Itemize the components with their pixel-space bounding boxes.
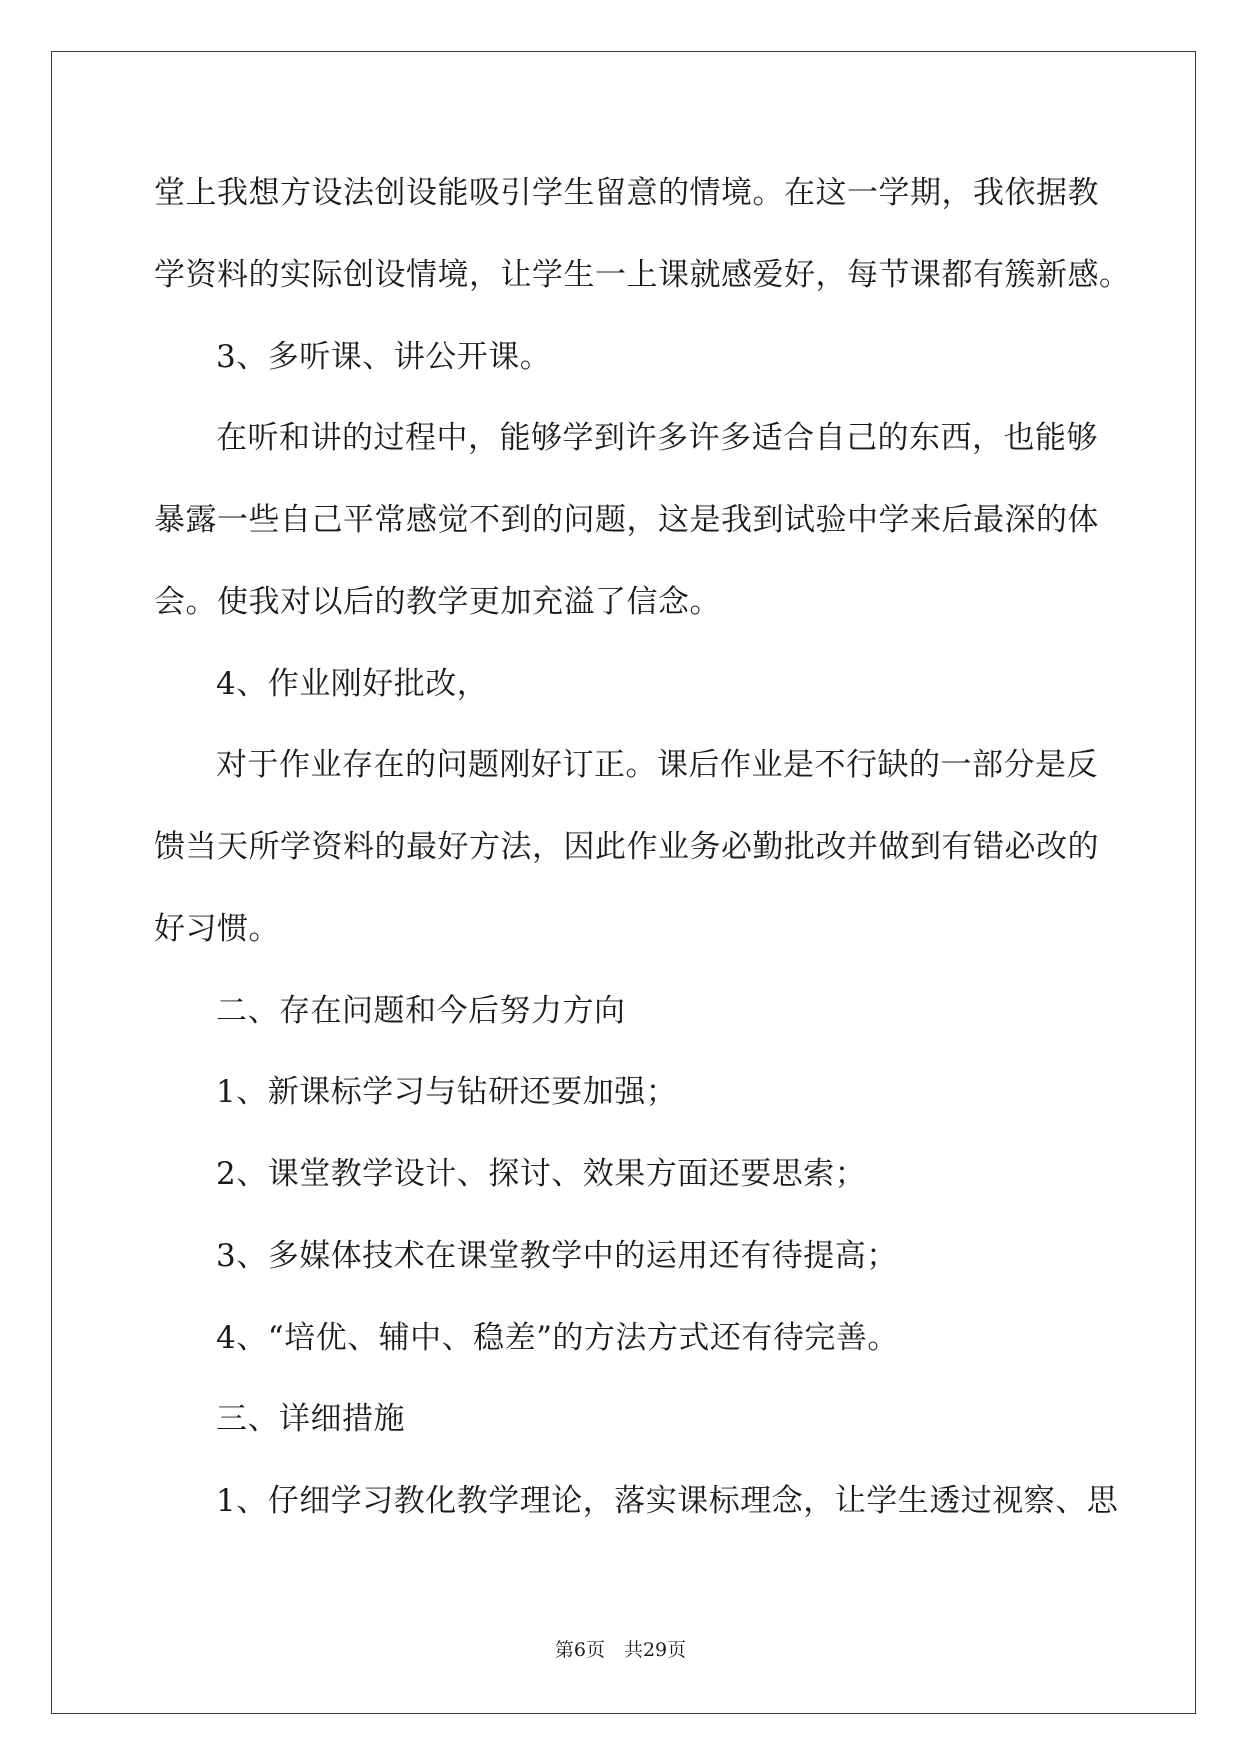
- list-item-heading: 4、作业刚好批改，: [216, 665, 489, 702]
- body-line: 会。使我对以后的教学更加充溢了信念。: [154, 583, 721, 620]
- page-number-footer: 第6页 共29页: [554, 1639, 687, 1661]
- body-line: 暴露一些自己平常感觉不到的问题，这是我到试验中学来后最深的体: [154, 502, 1099, 538]
- body-line: 好习惯。: [154, 910, 280, 947]
- section-heading: 二、存在问题和今后努力方向: [216, 992, 626, 1029]
- list-item: 4、“培优、辅中、稳差”的方法方式还有待完善。: [216, 1319, 899, 1356]
- list-item: 2、课堂教学设计、探讨、效果方面还要思索；: [216, 1156, 867, 1192]
- body-line: 堂上我想方设法创设能吸引学生留意的情境。在这一学期，我依据教: [154, 175, 1099, 211]
- section-heading: 三、详细措施: [216, 1401, 405, 1438]
- body-line: 对于作业存在的问题刚好订正。课后作业是不行缺的一部分是反: [216, 747, 1098, 784]
- list-item: 3、多媒体技术在课堂教学中的运用还有待提高；: [216, 1237, 898, 1274]
- body-line: 馈当天所学资料的最好方法，因此作业务必勤批改并做到有错必改的: [154, 829, 1099, 865]
- list-item: 1、仔细学习教化教学理论，落实课标理念，让学生透过视察、思: [216, 1483, 1119, 1519]
- document-body: [154, 153, 1154, 1543]
- body-line: 学资料的实际创设情境，让学生一上课就感爱好，每节课都有簇新感。: [154, 256, 1131, 293]
- body-line: 在听和讲的过程中，能够学到许多许多适合自己的东西，也能够: [216, 420, 1098, 457]
- list-item: 1、新课标学习与钻研还要加强；: [216, 1074, 678, 1111]
- list-item-heading: 3、多听课、讲公开课。: [216, 338, 552, 375]
